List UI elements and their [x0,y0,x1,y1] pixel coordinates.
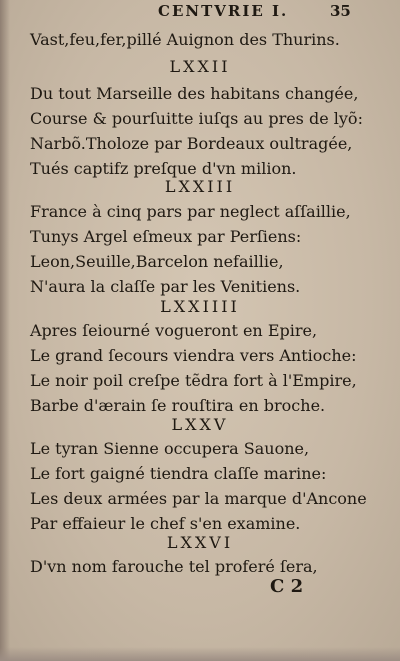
verse-line: Course & pourſuitte iuſqs au pres de lyõ: [30,109,363,128]
verse-line: Tués captifz preſque d'vn milion. [30,159,297,178]
verse-line: Le tyran Sienne occupera Sauone, [30,439,310,458]
verse-line: D'vn nom farouche tel proferé ſera, [30,557,318,576]
verse-line: Le grand ſecours viendra vers Antioche: [30,346,357,365]
page-gutter-shadow [0,0,10,661]
verse-line: Par effaieur le chef s'en examine. [30,514,301,533]
page-number: 35 [330,2,351,20]
verse-line: N'aura la claſſe par les Venitiens. [30,277,301,296]
verse-line: Barbe d'ærain ſe rouſtira en broche. [30,396,326,415]
verse-line: Apres ſeiourné vogueront en Epire, [30,321,318,340]
verse-line: Le fort gaigné tiendra claſſe marine: [30,464,327,483]
verse-line: Vast,feu,fer,pillé Auignon des Thurins. [30,30,340,49]
verse-line: Le noir poil creſpe tẽdra fort à l'Empire, [30,371,357,390]
verse-line: France à cinq pars par neglect aſſaillie, [30,202,351,221]
verse-line: Narbõ.Tholoze par Bordeaux oultragée, [30,134,353,153]
signature-mark: C 2 [270,576,304,597]
page-bottom-edge [0,647,400,661]
verse-line: Tunys Argel eſmeux par Perſiens: [30,227,302,246]
verse-line: Du tout Marseille des habitans changée, [30,84,359,103]
quatrain-number: LXXII [169,57,231,76]
running-title: CENTVRIE I. [158,2,289,20]
quatrain-number: LXXIII [164,177,236,196]
quatrain-number: LXXV [171,415,229,434]
verse-line: Leon,Seuille,Barcelon nefaillie, [30,252,284,271]
verse-line: Les deux armées par la marque d'Ancone [30,489,367,508]
quatrain-number: LXXVI [166,533,234,552]
quatrain-number: LXXIIII [160,297,240,316]
